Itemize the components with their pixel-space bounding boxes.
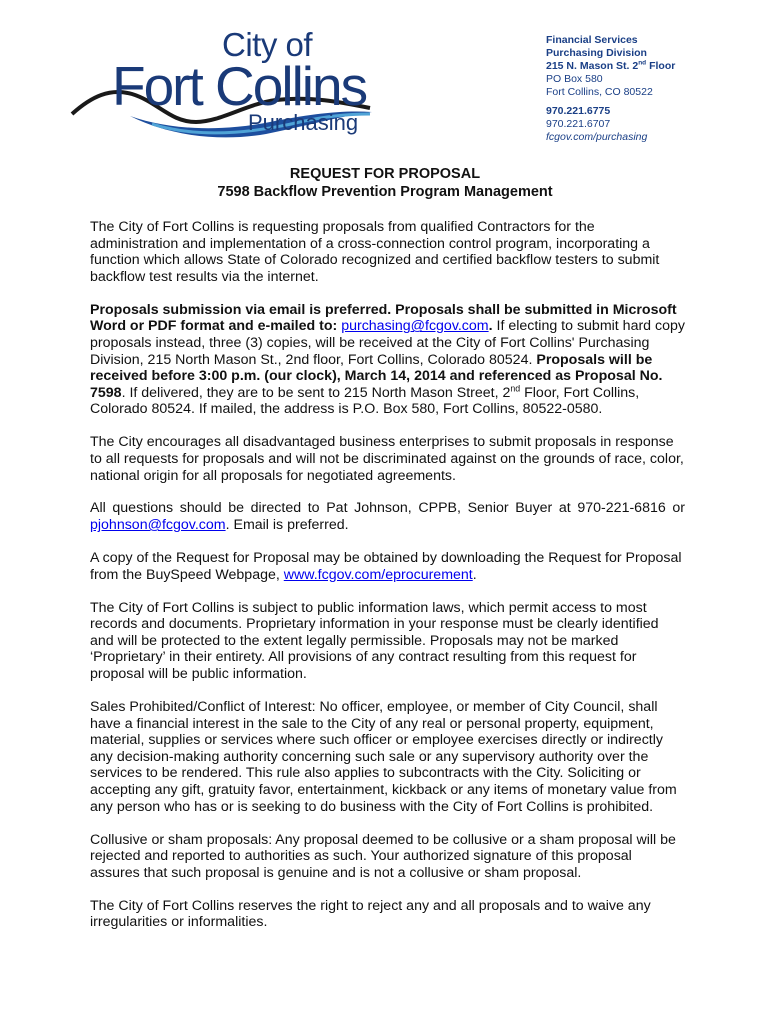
logo-city-of: City of: [222, 26, 313, 63]
public-information-paragraph: The City of Fort Collins is subject to public information laws, which permit access to most records and documents. Proprietary information in your response must be clearly identified and will be protected to the extent legally permissible. Proposals may not be marked ‘Proprietary’ in their entirety. All provisions of any contract resulting from this request for proposal will be public information.: [90, 599, 659, 683]
intro-paragraph: The City of Fort Collins is requesting proposals from qualified Contractors for the administration and implementation of a cross-connection control program, incorporating a function which allows State of Colorado recognized and certified backflow testers to submit backflow test results via the internet.: [90, 219, 660, 285]
purchasing-email-link[interactable]: purchasing@fcgov.com: [341, 318, 489, 335]
eprocurement-link[interactable]: www.fcgov.com/eprocurement: [283, 566, 473, 583]
conflict-of-interest-paragraph: Sales Prohibited/Conflict of Interest: No officer, employee, or member of City Council, shall have a financial interest in the sale to the City of any real or personal property, equipment, material, supplies or services where such officer or employee exercises directly or indirectly any decision-making authority concerning such sale or any supervisory authority over the services to be rendered. This rule also applies to subcontracts with the City. Soliciting or accepting any gift, gratuity favor, entertainment, kickback or any items of monetary value from any person who has or is seeking to do business with the City of Fort Collins is prohibited.: [90, 699, 677, 815]
buyer-email-link[interactable]: pjohnson@fcgov.com: [90, 517, 226, 534]
questions-paragraph: All questions should be directed to Pat Johnson, CPPB, Senior Buyer at 970-221-6816 or pjohnson@fcgov.com. Email is preferred.: [90, 500, 685, 534]
disadvantaged-business-paragraph: The City encourages all disadvantaged business enterprises to submit proposals in response to all requests for proposals and will not be discriminated against on the grounds of race, color, national origin for all proposals for negotiated agreements.: [90, 434, 684, 484]
collusive-proposals-paragraph: Collusive or sham proposals: Any proposal deemed to be collusive or a sham proposal will be rejected and reported to authorities as such. Your authorized signature of this proposal assures that such proposal is genuine and is not a collusive or sham proposal.: [90, 831, 676, 881]
contact-phone: 970.221.6775: [546, 105, 611, 117]
contact-block: [546, 34, 675, 144]
contact-street: 215 N. Mason St. 2nd Floor: [546, 59, 676, 72]
submission-paragraph: Proposals submission via email is preferred. Proposals shall be submitted in Microsoft Word or PDF format and e-mailed to: purchasing@fcgov.com. If electing to submit hard copy proposals instead, three (3) copies, will be received at the City of Fort Collins' Purchasing Division, 215 North Mason St., 2nd floor, Fort Collins, Colorado 80524. Proposals will be received before 3:00 p.m. (our clock), March 14, 2014 and referenced as Proposal No. 7598. If delivered, they are to be sent to 215 North Mason Street, 2nd Floor, Fort Collins, Colorado 80524. If mailed, the address is P.O. Box 580, Fort Collins, 80522-0580.: [90, 301, 685, 418]
contact-web: fcgov.com/purchasing: [546, 131, 648, 143]
logo-fort-collins: Fort Collins: [112, 55, 367, 117]
rfp-subject: 7598 Backflow Prevention Program Management: [217, 184, 553, 200]
contact-citystate: Fort Collins, CO 80522: [546, 86, 653, 98]
contact-fax: 970.221.6707: [546, 118, 611, 130]
contact-division: Purchasing Division: [546, 47, 647, 59]
reserves-right-paragraph: The City of Fort Collins reserves the right to reject any and all proposals and to waive any irregularities or informalities.: [90, 897, 651, 931]
document-body: [90, 219, 685, 947]
city-logo: [70, 26, 380, 138]
contact-pobox: PO Box 580: [546, 73, 603, 85]
logo-purchasing: Purchasing: [248, 110, 359, 135]
copy-paragraph: A copy of the Request for Proposal may be obtained by downloading the Request for Proposal from the BuySpeed Webpage, www.fcgov.com/eprocurement.: [90, 550, 682, 583]
contact-dept: Financial Services: [546, 34, 638, 46]
rfp-heading: REQUEST FOR PROPOSAL: [289, 166, 481, 182]
